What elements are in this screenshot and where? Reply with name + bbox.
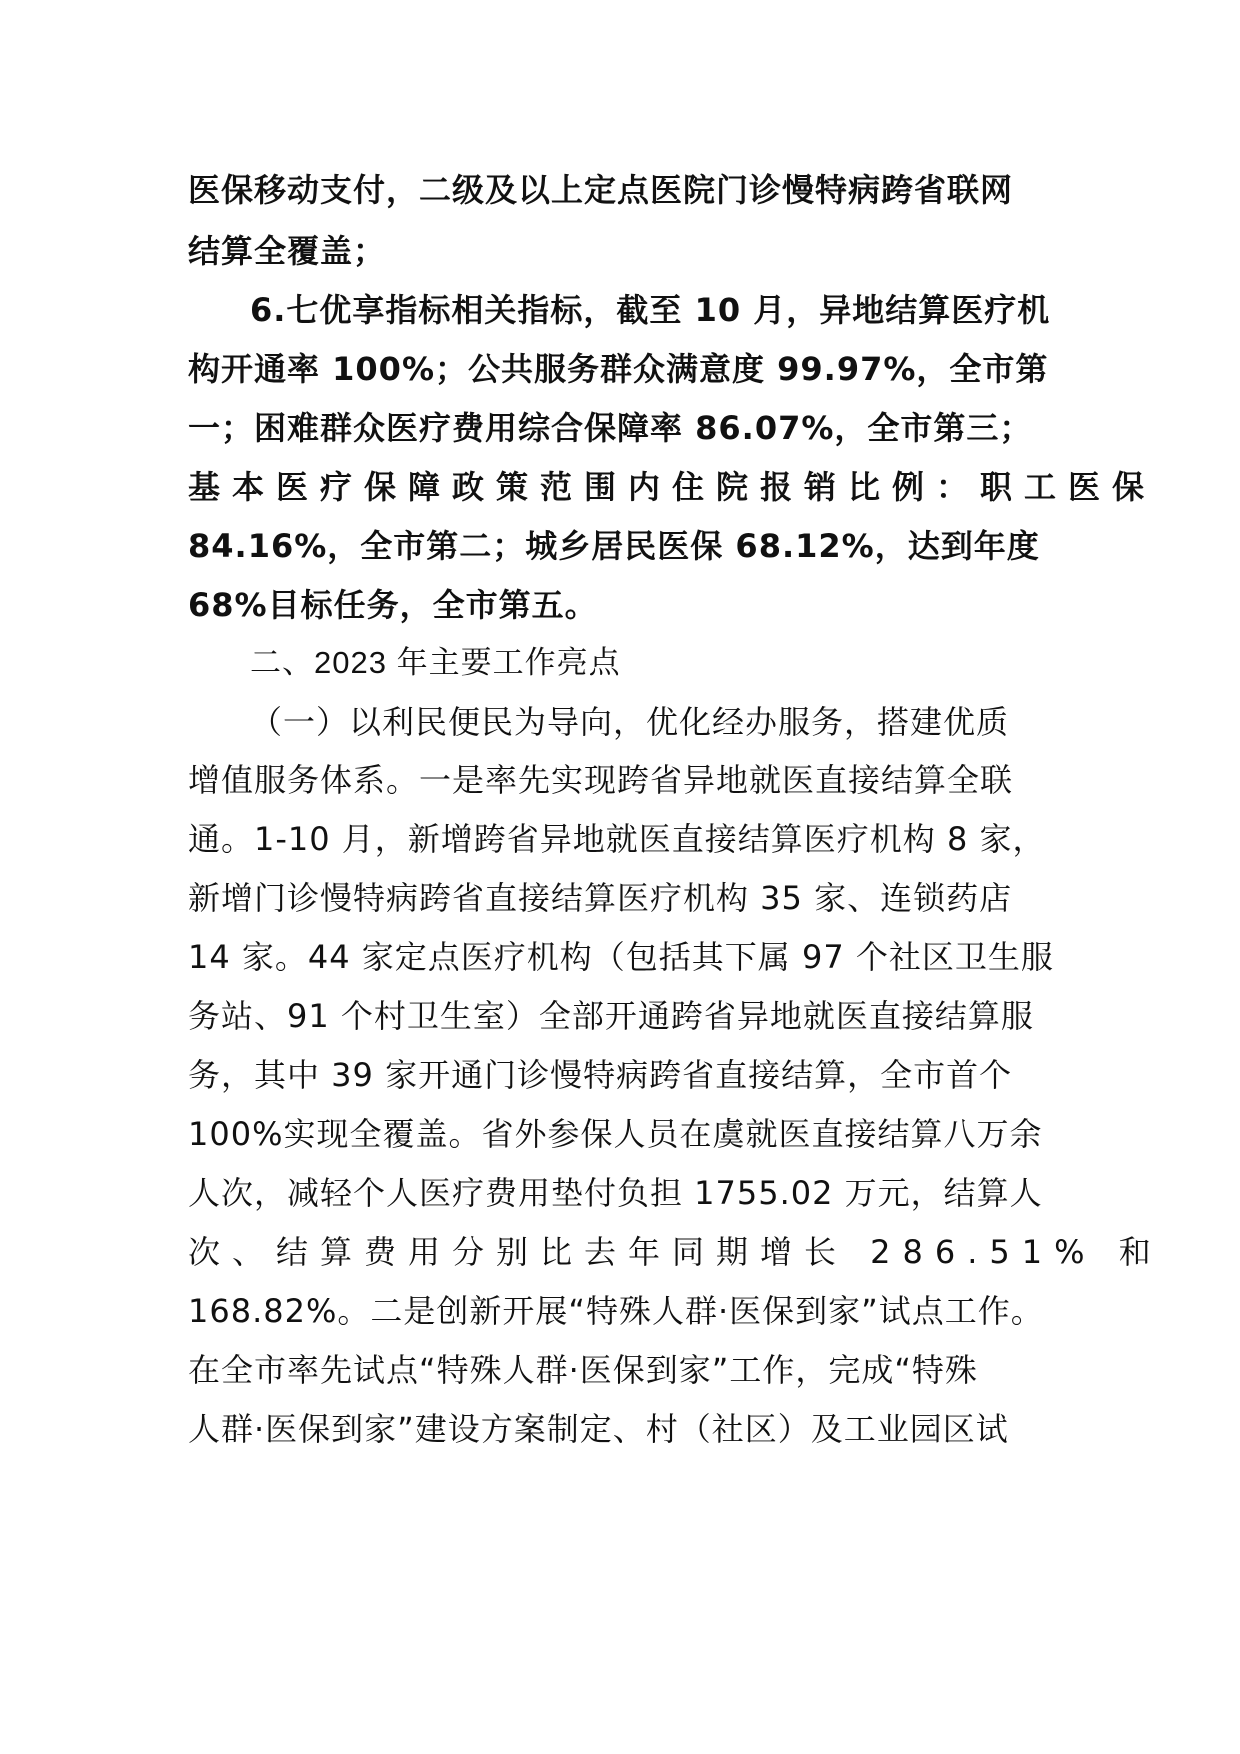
body-text-line: 14 家。44 家定点医疗机构（包括其下属 97 个社区卫生服	[188, 938, 1054, 976]
body-text-line: 通。1-10 月，新增跨省异地就医直接结算医疗机构 8 家，	[188, 820, 1046, 858]
body-text-line: 新增门诊慢特病跨省直接结算医疗机构 35 家、连锁药店	[188, 879, 1013, 917]
body-text-line: 医保移动支付，二级及以上定点医院门诊慢特病跨省联网	[188, 171, 1014, 209]
body-text-line: 84.16%，全市第二；城乡居民医保 68.12%，达到年度	[188, 527, 1040, 565]
body-text-line: 结算全覆盖；	[188, 232, 387, 270]
body-text-line: 务站、91 个村卫生室）全部开通跨省异地就医直接结算服	[188, 997, 1034, 1035]
body-text-line: 构开通率 100%；公共服务群众满意度 99.97%，全市第	[188, 350, 1049, 388]
body-text-line: 168.82%。二是创新开展“特殊人群·医保到家”试点工作。	[188, 1292, 1044, 1330]
body-text-line: 务，其中 39 家开通门诊慢特病跨省直接结算，全市首个	[188, 1056, 1013, 1094]
section-heading: 二、2023 年主要工作亮点	[250, 645, 621, 680]
body-text-line: 基本医疗保障政策范围内住院报销比例：职工医保	[188, 468, 1157, 506]
body-text-line: 6.七优享指标相关指标，截至 10 月，异地结算医疗机	[250, 291, 1051, 329]
body-text-line: 次、结算费用分别比去年同期增长 286.51% 和	[188, 1233, 1163, 1271]
body-text-line: 100%实现全覆盖。省外参保人员在虞就医直接结算八万余	[188, 1115, 1043, 1153]
body-text-line: （一）以利民便民为导向，优化经办服务，搭建优质	[250, 703, 1010, 741]
body-text-line: 人次，减轻个人医疗费用垫付负担 1755.02 万元，结算人	[188, 1174, 1043, 1212]
body-text-line: 68%目标任务，全市第五。	[188, 586, 598, 624]
body-text-line: 增值服务体系。一是率先实现跨省异地就医直接结算全联	[188, 761, 1014, 799]
body-text-line: 在全市率先试点“特殊人群·医保到家”工作，完成“特殊	[188, 1351, 978, 1389]
body-text-line: 一；困难群众医疗费用综合保障率 86.07%，全市第三；	[188, 409, 1033, 447]
body-text-line: 人群·医保到家”建设方案制定、村（社区）及工业园区试	[188, 1410, 1009, 1448]
